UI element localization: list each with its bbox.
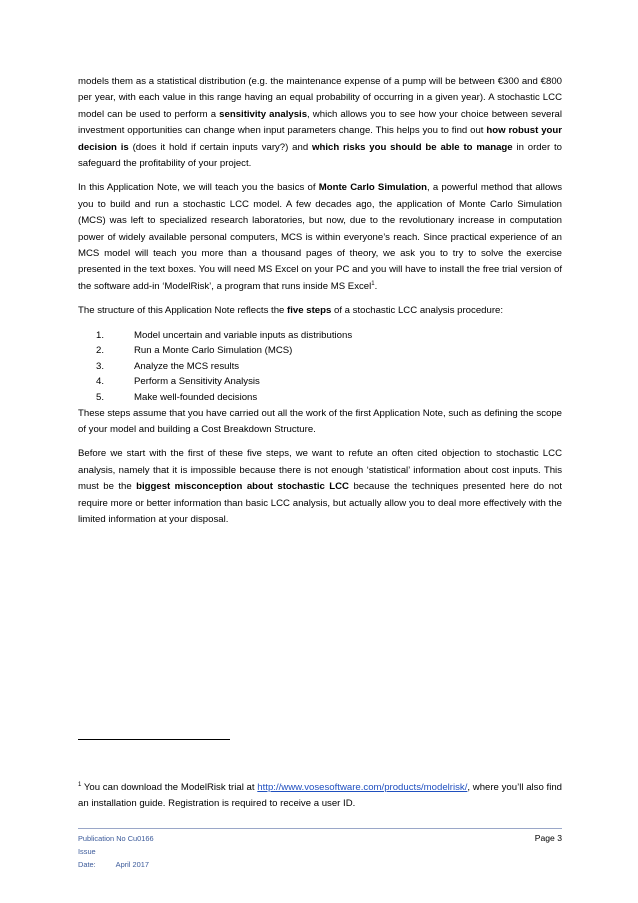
issue-date-label: Issue Date: [78, 847, 96, 869]
p3-bold-five-steps: five steps [287, 305, 332, 317]
footnote-link[interactable]: http://www.vosesoftware.com/products/modelrisk/ [257, 782, 468, 793]
footer-divider [78, 828, 562, 829]
p1-text-a: models them as a statistical distribution (e.g. the maintenance expense of a pump will be between €300 and €800 per year, with each value in this range having an equal probability of occurring in a given year). A stochastic LCC model can be used to perform a [78, 76, 562, 120]
footnote-marker: 1 [78, 781, 82, 788]
page-footer [78, 832, 562, 871]
issue-date [78, 845, 149, 871]
page-number: Page 3 [534, 833, 562, 843]
p2-bold-mcs: Monte Carlo Simulation [318, 182, 427, 194]
footnote-ref[interactable]: 1 [371, 280, 375, 287]
paragraph-5 [78, 446, 562, 528]
p1-text-e: in order to safeguard the profitability of your project. [78, 141, 562, 170]
paragraph-1 [78, 74, 562, 172]
p2-text-d: . [374, 280, 378, 292]
list-item [78, 328, 562, 344]
footer-row-2 [78, 845, 562, 871]
footer-row-1 [78, 832, 562, 845]
p1-text-c: , which allows you to see how your choice between several investment opportunities can change when input parameters change. This helps you to find out [78, 108, 562, 137]
publication-number: Publication No Cu0166 [78, 834, 154, 843]
p1-bold-risks: which risks you should be able to manage [312, 141, 513, 153]
step-text: Run a Monte Carlo Simulation (MCS) [134, 345, 293, 357]
step-text: Analyze the MCS results [134, 360, 240, 372]
p1-bold-robust: how robust your decision is [78, 125, 562, 153]
list-item [78, 359, 562, 375]
step-number: 4. [96, 376, 105, 388]
issue-date-value: April 2017 [115, 860, 149, 869]
footnote [78, 780, 562, 813]
list-item [78, 390, 562, 406]
p3-text-c: of a stochastic LCC analysis procedure: [331, 305, 504, 317]
p5-text-c: because the techniques presented here do not require more or better information than basic LCC analysis, but actually allow you to deal more effectively with the limited information at your disposal. [78, 481, 562, 526]
p5-text-a: Before we start with the first of these five steps, we want to refute an often cited objection to stochastic LCC analysis, namely that it is impossible because there is not enough ‘statistical’ information about cost inputs. This must be the [78, 448, 562, 493]
step-text: Make well-founded decisions [134, 392, 258, 404]
steps-list [78, 328, 562, 406]
paragraph-4: These steps assume that you have carried out all the work of the first Application Note, such as defining the scope of your model and building a Cost Breakdown Structure. [78, 407, 562, 436]
step-number: 3. [96, 360, 105, 372]
step-text: Model uncertain and variable inputs as distributions [134, 329, 353, 341]
paragraph-3 [78, 303, 562, 319]
footnote-text-a: You can download the ModelRisk trial at [81, 782, 258, 793]
step-text: Perform a Sensitivity Analysis [134, 376, 260, 388]
p2-text-a: In this Application Note, we will teach you the basics of [78, 182, 319, 194]
paragraph-2 [78, 180, 562, 295]
p5-bold-misconception: biggest misconception about stochastic LCC [136, 481, 349, 493]
footnote-text-b: , where you’ll also find an installation guide. Registration is required to receive a user ID. [78, 782, 563, 810]
step-number: 2. [96, 345, 105, 357]
main-text [78, 74, 562, 537]
list-item [78, 343, 562, 359]
footnote-separator [78, 739, 230, 740]
step-number: 5. [96, 392, 105, 404]
p1-text-d: (does it hold if certain inputs vary?) and [128, 141, 313, 153]
list-item [78, 374, 562, 390]
p1-bold-sensitivity: sensitivity analysis [219, 108, 308, 120]
p2-text-c: , a powerful method that allows you to build and run a stochastic LCC model. A few decades ago, the application of Monte Carlo Simulation (MCS) was left to specialized research laboratories, but now, due to the revolutionary increase in computation power of widely available personal computers, MCS is within everyone’s reach. Since practical experience of an MCS model will teach you more than a thousand pages of theory, we ask you to try to solve the exercise presented in the text boxes. You will need MS Excel on your PC and you will have to install the free trial version of the software add-in ‘ModelRisk’, a program that runs inside MS Excel [78, 182, 563, 292]
p3-text-a: The structure of this Application Note reflects the [78, 305, 288, 317]
step-number: 1. [96, 329, 105, 341]
